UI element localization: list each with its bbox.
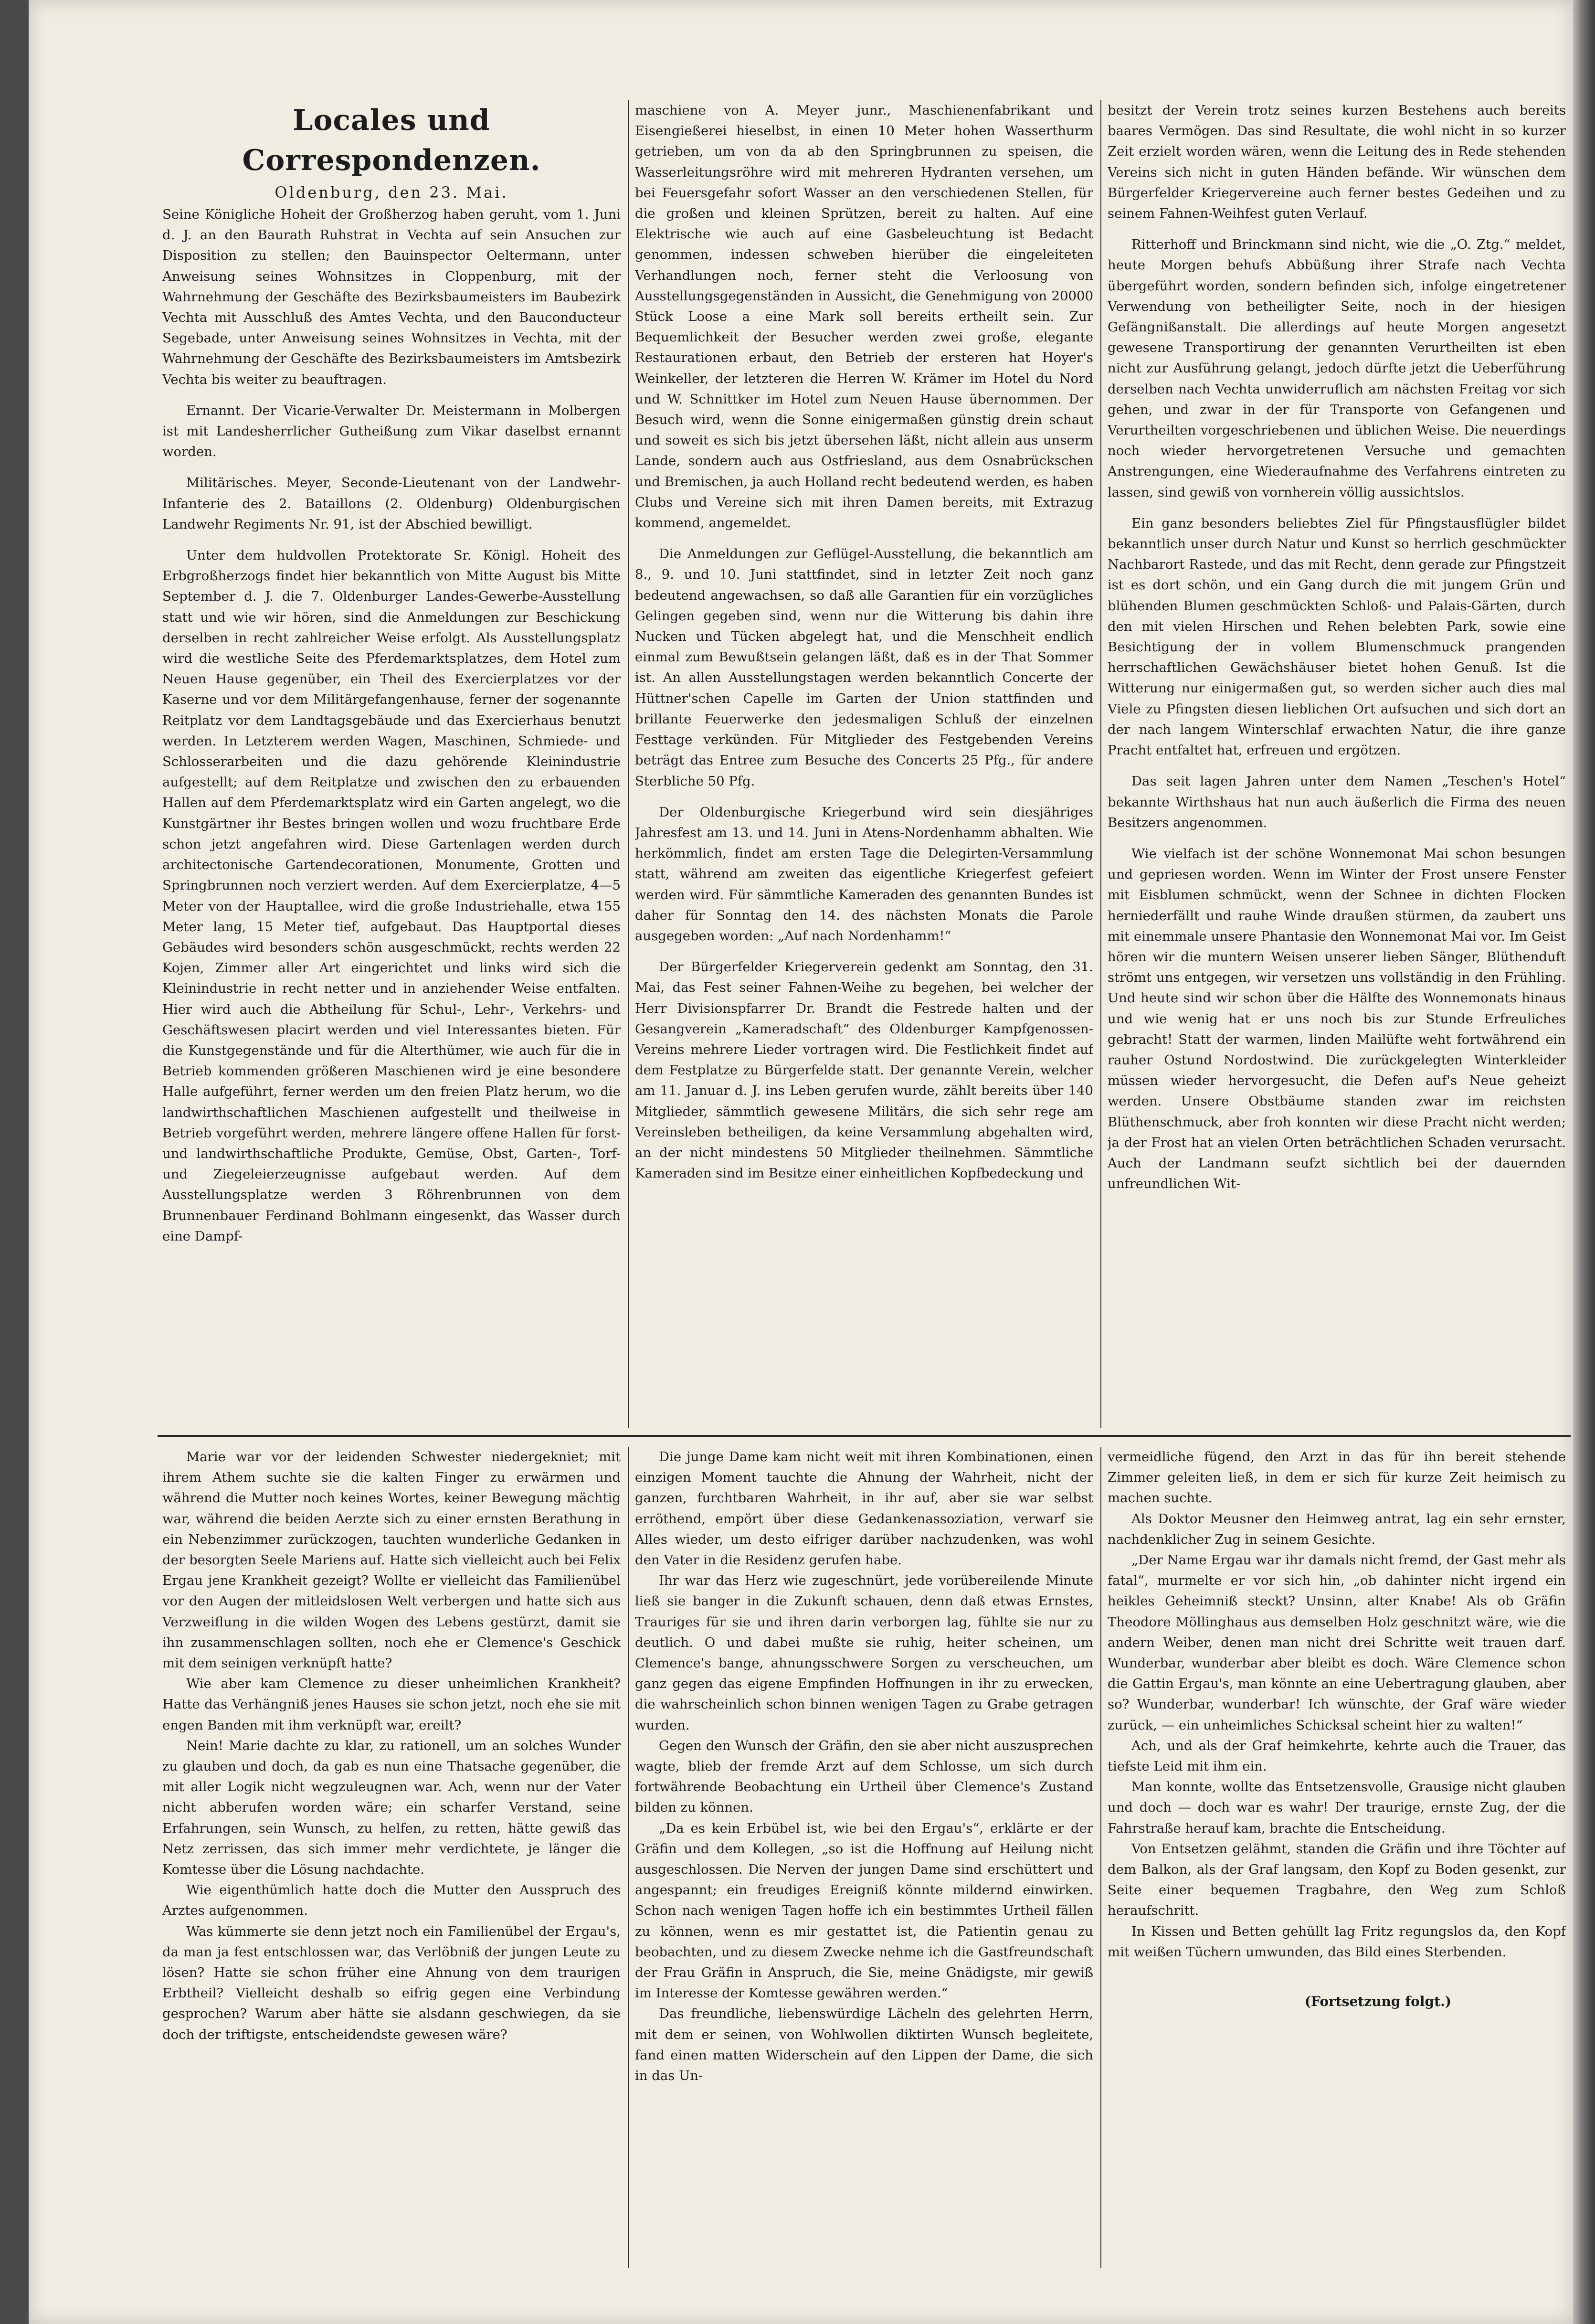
story-paragraph: vermeidliche fügend, den Arzt in das für ihn bereit stehende Zimmer geleiten ließ, in dem er sich für kurze Zeit heimisch zu machen suchte. [1108,1449,1566,1506]
article-paragraph: Die Anmeldungen zur Geflügel-Ausstellung, die bekanntlich am 8., 9. und 10. Juni stattfindet, sind in letzter Zeit noch ganz bedeutend angewachsen, so daß alle Garantien für ein vorzügliches Gelingen gegeben sind, wenn nur die Witterung bis dahin ihre Nucken und Tücken abgelegt hat, und die Menschheit endlich einmal zum Bewußtsein gelangen läßt, daß es in der That Sommer ist. An allen Ausstellungstagen werden bekanntlich Concerte der Hüttner'schen Capelle im Garten der Union stattfinden und brillante Feuerwerke den jedesmaligen Schluß der einzelnen Festtage verkünden. Für Mitglieder des Festgebenden Vereins beträgt das Entree zum Besuche des Concerts 25 Pfg., für andere Sterbliche 50 Pfg. [635,546,1093,789]
story-paragraph: „Der Name Ergau war ihr damals nicht fremd, der Gast mehr als fatal“, murmelte er vor sich hin, „ob dahinter nicht irgend ein heikles Geheimniß steckt? Unsinn, alter Knabe! Als ob Gräfin Theodore Möllinghaus aus demselben Holz geschnitzt wäre, wie die andern Weiber, denen man nicht drei Schritte weit trauen darf. Wunderbar, wunderbar aber bleibt es doch. Wäre Clemence schon die Gattin Ergau's, man könnte an eine Uebertragung glauben, aber so? Wunderbar, wunderbar! Ich wünschte, der Graf wäre wieder zurück, — ein unheimliches Schicksal scheint hier zu walten!“ [1108,1552,1566,1733]
article-paragraph: Seine Königliche Hoheit der Großherzog haben geruht, vom 1. Juni d. J. an den Baurath Ruhstrat in Vechta auf sein Ansuchen zur Disposition zu stellen; den Bauinspector Oeltermann, unter Anweisung seines Wohnsitzes in Cloppenburg, mit der Wahrnehmung der Geschäfte des Bezirksbaumeisters im Baubezirk Vechta mit Ausschluß des Amtes Vechta, und den Bauconducteur Segebade, unter Anweisung seines Wohnsitzes in Vechta, mit der Wahrnehmung der Geschäfte des Bezirksbaumeisters im Amtsbezirk Vechta bis weiter zu beauftragen. [162,207,621,387]
newspaper-page [29,0,1573,2324]
article-paragraph: Militärisches. Meyer, Seconde-Lieutenant von der Landwehr-Infanterie des 2. Bataillons (2. Oldenburg) Oldenburgischen Landwehr Regiments Nr. 91, ist der Abschied bewilligt. [162,475,621,532]
article-paragraph: besitzt der Verein trotz seines kurzen Bestehens auch bereits baares Vermögen. Das sind Resultate, die wohl nicht in so kurzer Zeit erzielt worden wären, wenn die Leitung des in Rede stehenden Vereins sich nicht in guten Händen befände. Wir wünschen dem Bürgerfelder Kriegervereine auch ferner bestes Gedeihen und zu seinem Fahnen-Weihfest guten Verlauf. [1108,103,1566,222]
story-paragraph: In Kissen und Betten gehüllt lag Fritz regungslos da, den Kopf mit weißen Tüchern umwunden, das Bild eines Sterbenden. [1108,1923,1566,1960]
column-3 [1108,100,1566,1428]
story-paragraph: Das freundliche, liebenswürdige Lächeln des gelehrten Herrn, mit dem er seinen, von Wohlwollen diktirten Wunsch begleitete, fand einen matten Widerschein auf den Lippen der Dame, die sich in das Un- [635,2006,1093,2084]
dateline: Oldenburg, den 23. Mai. [275,183,508,202]
column-1 [162,100,621,1428]
column-rule [628,100,629,1428]
article-paragraph: Der Oldenburgische Kriegerbund wird sein diesjähriges Jahresfest am 13. und 14. Juni in Atens-Nordenhamm abhalten. Wie herkömmlich, findet am ersten Tage die Delegirten-Versammlung statt, während am zweiten das eigentliche Kriegerfest gefeiert werden wird. Für sämmtliche Kameraden des genannten Bundes ist daher für Sonntag den 14. des nächsten Monats die Parole ausgegeben worden: „Auf nach Nordenhamm!“ [635,804,1093,944]
story-paragraph: Als Doktor Meusner den Heimweg antrat, lag ein sehr ernster, nachdenklicher Zug in seinem Gesichte. [1108,1511,1566,1547]
article-paragraph: Ein ganz besonders beliebtes Ziel für Pfingstausflügler bildet bekanntlich unser durch Natur und Kunst so herrlich geschmückter Nachbarort Rastede, und das mit Recht, denn gerade zur Pfingstzeit ist es dort schön, und ein Gang durch die mit jungem Grün und blühenden Blumen geschmückten Schloß- und Palais-Gärten, durch den mit vielen Hirschen und Rehen belebten Park, sowie eine Besichtigung der in vollem Blumenschmuck prangenden herrschaftlichen Gewächshäuser bietet hohen Genuß. Ist die Witterung nur einigermaßen gut, so werden sicher auch dies mal Viele zu Pfingsten diesen lieblichen Ort aufsuchen und sich dort an der nach langem Winterschlaf erwachten Natur, die ihre ganze Pracht entfaltet hat, erfreuen und ergötzen. [1108,515,1566,758]
story-paragraph: Wie aber kam Clemence zu dieser unheimlichen Krankheit? Hatte das Verhängniß jenes Hauses sie schon jetzt, noch ehe sie mit engen Banden mit ihm verknüpft war, ereilt? [162,1676,621,1733]
column-2 [635,100,1093,1428]
story-paragraph: Von Entsetzen gelähmt, standen die Gräfin und ihre Töchter auf dem Balkon, als der Graf langsam, den Kopf zu Boden gesenkt, zur Seite einer bequemen Tragbahre, den Weg zum Schloß heraufschritt. [1108,1841,1566,1919]
column-rule [628,1447,629,2268]
page-binding-edge [1573,0,1595,2324]
article-paragraph: Wie vielfach ist der schöne Wonnemonat Mai schon besungen und gepriesen worden. Wenn im Winter der Frost unsere Fenster mit Eisblumen schmückt, wenn der Schnee in dichten Flocken herniederfällt und rauhe Winde draußen stürmen, da zaubert uns mit einemmale unsere Phantasie den Wonnemonat Mai vor. Im Geist hören wir die muntern Weisen unserer lieben Sänger, Blüthenduft strömt uns entgegen, wir versetzen uns vollständig in den Frühling. Und heute sind wir schon über die Hälfte des Wonnemonats hinaus und wie wenig hat er uns noch bis zur Stunde Erfreuliches gebracht! Statt der warmen, linden Mailüfte weht fortwährend ein rauher Ostund Nordostwind. Die zurückgelegten Winterkleider müssen wieder hervorgesucht, die Defen auf's Neue geheizt werden. Unsere Obstbäume standen zwar im reichsten Blüthenschmuck, aber froh konnten wir diese Pracht nicht werden; ja der Frost hat an vielen Orten beträchtlichen Schaden verursacht. Auch der Landmann seufzt sichtlich bei der dauernden unfreundlichen Wit- [1108,846,1566,1192]
feuilleton-separator [158,1435,1571,1437]
article-paragraph: Ernannt. Der Vicarie-Verwalter Dr. Meistermann in Molbergen ist mit Landesherrlicher Gutheißung zum Vikar daselbst ernannt worden. [162,403,621,460]
feuilleton-column-2 [635,1447,1093,2287]
story-paragraph: „Da es kein Erbübel ist, wie bei den Ergau's“, erklärte er der Gräfin und dem Kollegen, „so ist die Hoffnung auf Heilung nicht ausgeschlossen. Die Nerven der jungen Dame sind erschüttert und angespannt; ein freudiges Ereigniß könnte mildernd einwirken. Schon nach wenigen Tagen hoffe ich ein bestimmtes Urtheil fällen zu können, wenn es mir gestattet ist, die Patientin genau zu beobachten, und zu diesem Zwecke nehme ich die Gastfreundschaft der Frau Gräfin in Anspruch, die Sie, meine Gnädigste, mir gewiß im Interesse der Komtesse gewähren werden.“ [635,1820,1093,2001]
section-heading: Locales und Correspondenzen. [242,104,541,177]
story-paragraph: Wie eigenthümlich hatte doch die Mutter den Ausspruch des Arztes aufgenommen. [162,1882,621,1919]
article-paragraph: Ritterhoff und Brinckmann sind nicht, wie die „O. Ztg.“ meldet, heute Morgen behufs Abbüßung ihrer Strafe nach Vechta übergeführt worden, sondern befinden sich, infolge eingetretener Verwendung von betheiligter Seite, noch in der hiesigen Gefängnißanstalt. Die allerdings auf heute Morgen angesetzt gewesene Transportirung der genannten Verurtheilten ist eben nicht zur Ausführung gelangt, jedoch dürfte jetzt die Ueberführung derselben nach Vechta unwiderruflich am nächsten Freitag vor sich gehen, und zwar in der für Transporte von Gefangenen und Verurtheilten vorgeschriebenen und üblichen Weise. Die neuerdings noch wieder hervorgetretenen Versuche und gemachten Anstrengungen, eine Wiederaufnahme des Verfahrens eintreten zu lassen, sind gewiß von vornherein völlig aussichtslos. [1108,237,1566,500]
story-paragraph: Ihr war das Herz wie zugeschnürt, jede vorübereilende Minute ließ sie banger in die Zukunft schauen, denn daß etwas Ernstes, Trauriges für sie und ihren darin verborgen lag, fühlte sie nur zu deutlich. O und dabei mußte sie ruhig, heiter scheinen, um Clemence's bange, ahnungsschwere Sorgen zu verscheuchen, um ganz gegen das eigene Empfinden Hoffnungen in ihr zu erwecken, die wahrscheinlich schon binnen wenigen Tagen zu Grabe getragen wurden. [635,1573,1093,1733]
column-rule [1100,100,1101,1428]
column-rule [1100,1447,1101,2268]
story-paragraph: Die junge Dame kam nicht weit mit ihren Kombinationen, einen einzigen Moment tauchte die Ahnung der Wahrheit, nicht der ganzen, furchtbaren Wahrheit, in ihr auf, aber sie war selbst erröthend, empört über diese Gedankenassoziation, verwarf sie Alles wieder, um desto eifriger darüber nachzudenken, was wohl den Vater in die Residenz gerufen habe. [635,1449,1093,1568]
story-paragraph: Ach, und als der Graf heimkehrte, kehrte auch die Trauer, das tiefste Leid mit ihm ein. [1108,1738,1566,1774]
article-paragraph: maschiene von A. Meyer junr., Maschienenfabrikant und Eisengießerei hieselbst, in einen 10 Meter hohen Wasserthurm getrieben, um von da ab den Springbrunnen zu speisen, die Wasserleitungsröhre wird mit mehreren Hydranten versehen, um bei Feuersgefahr sofort Wasser an den verschiedenen Stellen, für die großen und kleinen Sprützen, bereit zu halten. Auf eine Elektrische wie auch auf eine Gasbeleuchtung ist Bedacht genommen, indessen schweben hierüber die eingeleiteten Verhandlungen noch, ferner steht die Verloosung von Ausstellungsgegenständen in Aussicht, die Genehmigung von 20000 Stück Loose a eine Mark soll bereits ertheilt sein. Zur Bequemlichkeit der Besucher werden zwei große, elegante Restaurationen erbaut, den Betrieb der ersteren hat Hoyer's Weinkeller, der letzteren die Herren W. Krämer im Hotel du Nord und W. Schnittker im Hotel zum Neuen Hause übernommen. Der Besuch wird, wenn die Sonne einigermaßen günstig drein schaut und soweit es sich bis jetzt übersehen läßt, nicht allein aus unserm Lande, sondern auch aus Ostfriesland, aus dem Osnabrückschen und Bremischen, ja auch Holland recht bedeutend werden, es haben Clubs und Vereine sich mit ihren Damen bereits, mit Extrazug kommend, angemeldet. [635,103,1093,531]
article-paragraph: Das seit lagen Jahren unter dem Namen „Teschen's Hotel“ bekannte Wirthshaus hat nun auch äußerlich die Firma des neuen Besitzers angenommen. [1108,774,1566,830]
article-paragraph: Unter dem huldvollen Protektorate Sr. Königl. Hoheit des Erbgroßherzogs findet hier bekanntlich von Mitte August bis Mitte September d. J. die 7. Oldenburger Landes-Gewerbe-Ausstellung statt und wie wir hören, sind die Anmeldungen zur Beschickung derselben in recht zahlreicher Weise erfolgt. Als Ausstellungsplatz wird die westliche Seite des Pferdemarktsplatzes, dem Hotel zum Neuen Hause gegenüber, ein Theil des Exercierplatzes vor der Kaserne und vor dem Militärgefangenhause, ferner der sogenannte Reitplatz vor dem Landtagsgebäude und das Exercierhaus benutzt werden. In Letzterem werden Wagen, Maschinen, Schmiede- und Schlosserarbeiten und die dazu gehörende Kleinindustrie aufgestellt; auf dem Reitplatze und zwischen den zu erbauenden Hallen auf dem Pferdemarktsplatz wird ein Garten angelegt, wo die Kunstgärtner ihr Bestes bringen wollen und wozu fruchtbare Erde schon jetzt angefahren wird. Diese Gartenlagen werden durch architectonische Gartendecorationen, Monumente, Grotten und Springbrunnen noch verziert werden. Auf dem Exercierplatze, 4—5 Meter von der Hauptallee, wird die große Industriehalle, etwa 155 Meter lang, 15 Meter tief, aufgebaut. Das Hauptportal dieses Gebäudes wird besonders schön ausgeschmückt, rechts werden 22 Kojen, Zimmer aller Art eingerichtet und links wird sich die Kleinindustrie in recht netter und in anziehender Weise entfalten. Hier wird auch die Abtheilung für Schul-, Lehr-, Verkehrs- und Geschäftswesen placirt werden und viel Interessantes bieten. Für die Kunstgegenstände und für die Alterthümer, wie auch für die in Betrieb kommenden größeren Maschienen wird je eine besondere Halle aufgeführt, ferner werden um den freien Platz herum, wo die landwirthschaftlichen Maschienen aufgestellt und theilweise in Betrieb vorgeführt werden, mehrere längere offene Hallen für forst- und landwirthschaftliche Produkte, Gemüse, Obst, Garten-, Torf- und Ziegeleierzeugnisse aufgebaut werden. Auf dem Ausstellungsplatze werden 3 Röhrenbrunnen von dem Brunnenbauer Ferdinand Bohlmann eingesenkt, das Wasser durch eine Dampf- [162,548,621,1244]
story-paragraph: Man konnte, wollte das Entsetzensvolle, Grausige nicht glauben und doch — doch war es wahr! Der traurige, ernste Zug, der die Fahrstraße herauf kam, brachte die Entscheidung. [1108,1779,1566,1836]
continuation-note: (Fortsetzung folgt.) [1304,1994,1451,2010]
feuilleton-column-3 [1108,1447,1566,2287]
story-paragraph: Marie war vor der leidenden Schwester niedergekniet; mit ihrem Athem suchte sie die kalten Finger zu erwärmen und während die Mutter noch keines Wortes, keiner Bewegung mächtig war, während die beiden Aerzte sich zu einer ernsten Berathung in ein Nebenzimmer zurückzogen, tauchten wunderliche Gedanken in der besorgten Seele Mariens auf. Hatte sich vielleicht auch bei Felix Ergau jene Krankheit gezeigt? Wollte er vielleicht das Familienübel vor den Augen der mitleidslosen Welt verbergen und hatte sich aus Verzweiflung in die wilden Wogen des Lebens gestürzt, damit sie ihn zusammenschlagen sollten, noch ehe er Clemence's Geschick mit dem seinigen verknüpft hatte? [162,1449,621,1671]
story-paragraph: Nein! Marie dachte zu klar, zu rationell, um an solches Wunder zu glauben und doch, da gab es nun eine Thatsache gegenüber, die mit aller Logik nicht wegzuleugnen war. Ach, wenn nur der Vater nicht abberufen worden wäre; ein scharfer Verstand, seine Erfahrungen, sein Wunsch, zu helfen, zu retten, hätte gewiß das Netz zerrissen, das sich immer mehr verdichtete, je länger die Komtesse über die Lösung nachdachte. [162,1738,621,1878]
story-paragraph: Was kümmerte sie denn jetzt noch ein Familienübel der Ergau's, da man ja fest entschlossen war, das Verlöbniß der jungen Leute zu lösen? Hatte sie schon früher eine Ahnung von dem traurigen Erbtheil? Vielleicht deshalb so eifrig gegen eine Verbindung gesprochen? Warum aber hätte sie alsdann geschwiegen, da sie doch der triftigste, entscheidendste gewesen wäre? [162,1923,621,2042]
article-paragraph: Der Bürgerfelder Kriegerverein gedenkt am Sonntag, den 31. Mai, das Fest seiner Fahnen-Weihe zu begehen, bei welcher der Herr Divisionspfarrer Dr. Brandt die Festrede halten und der Gesangverein „Kameradschaft“ des Oldenburger Kampfgenossen-Vereins mehrere Lieder vortragen wird. Die Festlichkeit findet auf dem Festplatze zu Bürgerfelde statt. Der genannte Verein, welcher am 11. Januar d. J. ins Leben gerufen wurde, zählt bereits über 140 Mitglieder, sämmtlich gewesene Militärs, die sich sehr rege am Vereinsleben betheiligen, da keine Versammlung abgehalten wird, an der nicht mindestens 50 Mitglieder theilnehmen. Sämmtliche Kameraden sind im Besitze einer einheitlichen Kopfbedeckung und [635,959,1093,1181]
feuilleton-column-1 [162,1447,621,2287]
story-paragraph: Gegen den Wunsch der Gräfin, den sie aber nicht auszusprechen wagte, blieb der fremde Arzt auf dem Schlosse, um sich durch fortwährende Beobachtung ein Urtheil über Clemence's Zustand bilden zu können. [635,1738,1093,1815]
